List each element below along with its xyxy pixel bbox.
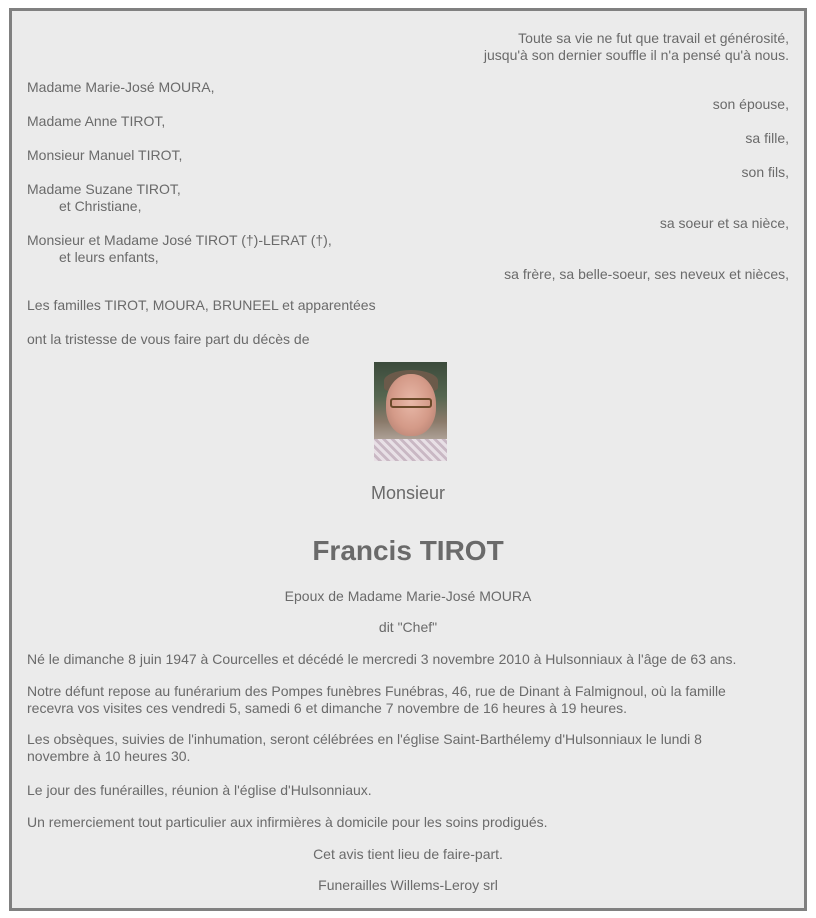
thanks-line: Un remerciement tout particulier aux infirmières à domicile pour les soins prodigués. (27, 814, 548, 830)
quote-line-2: jusqu'à son dernier souffle il n'a pensé qu'à nous. (483, 47, 789, 63)
obituary-card (9, 8, 807, 911)
photo-glasses (390, 398, 432, 408)
visit-line-1: Notre défunt repose au funérarium des Pompes funèbres Funébras, 46, rue de Dinant à Falmignoul, où la famille (27, 683, 726, 699)
photo-shirt (374, 439, 447, 461)
family-relation-2: sa fille, (745, 130, 789, 146)
deceased-title: Monsieur (370, 483, 446, 503)
family-name-2: Madame Anne TIROT, (27, 113, 166, 129)
announcement-text: ont la tristesse de vous faire part du décès de (27, 331, 310, 347)
visit-line-2: recevra vos visites ces vendredi 5, samedi 6 et dimanche 7 novembre de 16 heures à 19 heures. (27, 700, 627, 716)
family-relation-1: son épouse, (712, 96, 789, 112)
notice-line: Cet avis tient lieu de faire-part. (313, 846, 503, 862)
family-name-5: Monsieur et Madame José TIROT (†)-LERAT (†), (27, 232, 332, 248)
funeral-line-1: Les obsèques, suivies de l'inhumation, seront célébrées en l'église Saint-Barthélemy d'Hulsonniaux le lundi 8 (27, 731, 702, 747)
deceased-name: Francis TIROT (312, 535, 504, 566)
family-name-4: Madame Suzane TIROT, (27, 181, 181, 197)
family-name-3: Monsieur Manuel TIROT, (27, 147, 183, 163)
portrait-photo (374, 362, 447, 461)
family-relation-3: son fils, (741, 164, 789, 180)
obituary-content (27, 11, 789, 908)
quote-line-1: Toute sa vie ne fut que travail et générosité, (518, 30, 789, 46)
family-sub-4: et Christiane, (59, 198, 142, 214)
family-relation-4: sa soeur et sa nièce, (659, 215, 789, 231)
spouse-line: Epoux de Madame Marie-José MOURA (284, 588, 532, 604)
nickname-line: dit "Chef" (378, 619, 438, 635)
family-sub-5: et leurs enfants, (59, 249, 159, 265)
family-relation-5: sa frère, sa belle-soeur, ses neveux et nièces, (504, 266, 789, 282)
meeting-line: Le jour des funérailles, réunion à l'église d'Hulsonniaux. (27, 782, 372, 798)
funeral-line-2: novembre à 10 heures 30. (27, 748, 191, 764)
birth-death-line: Né le dimanche 8 juin 1947 à Courcelles et décédé le mercredi 3 novembre 2010 à Hulsonniaux à l'âge de 63 ans. (27, 651, 737, 667)
company-line: Funerailles Willems-Leroy srl (318, 877, 498, 893)
family-name-1: Madame Marie-José MOURA, (27, 79, 215, 95)
families-line: Les familles TIROT, MOURA, BRUNEEL et apparentées (27, 297, 376, 313)
